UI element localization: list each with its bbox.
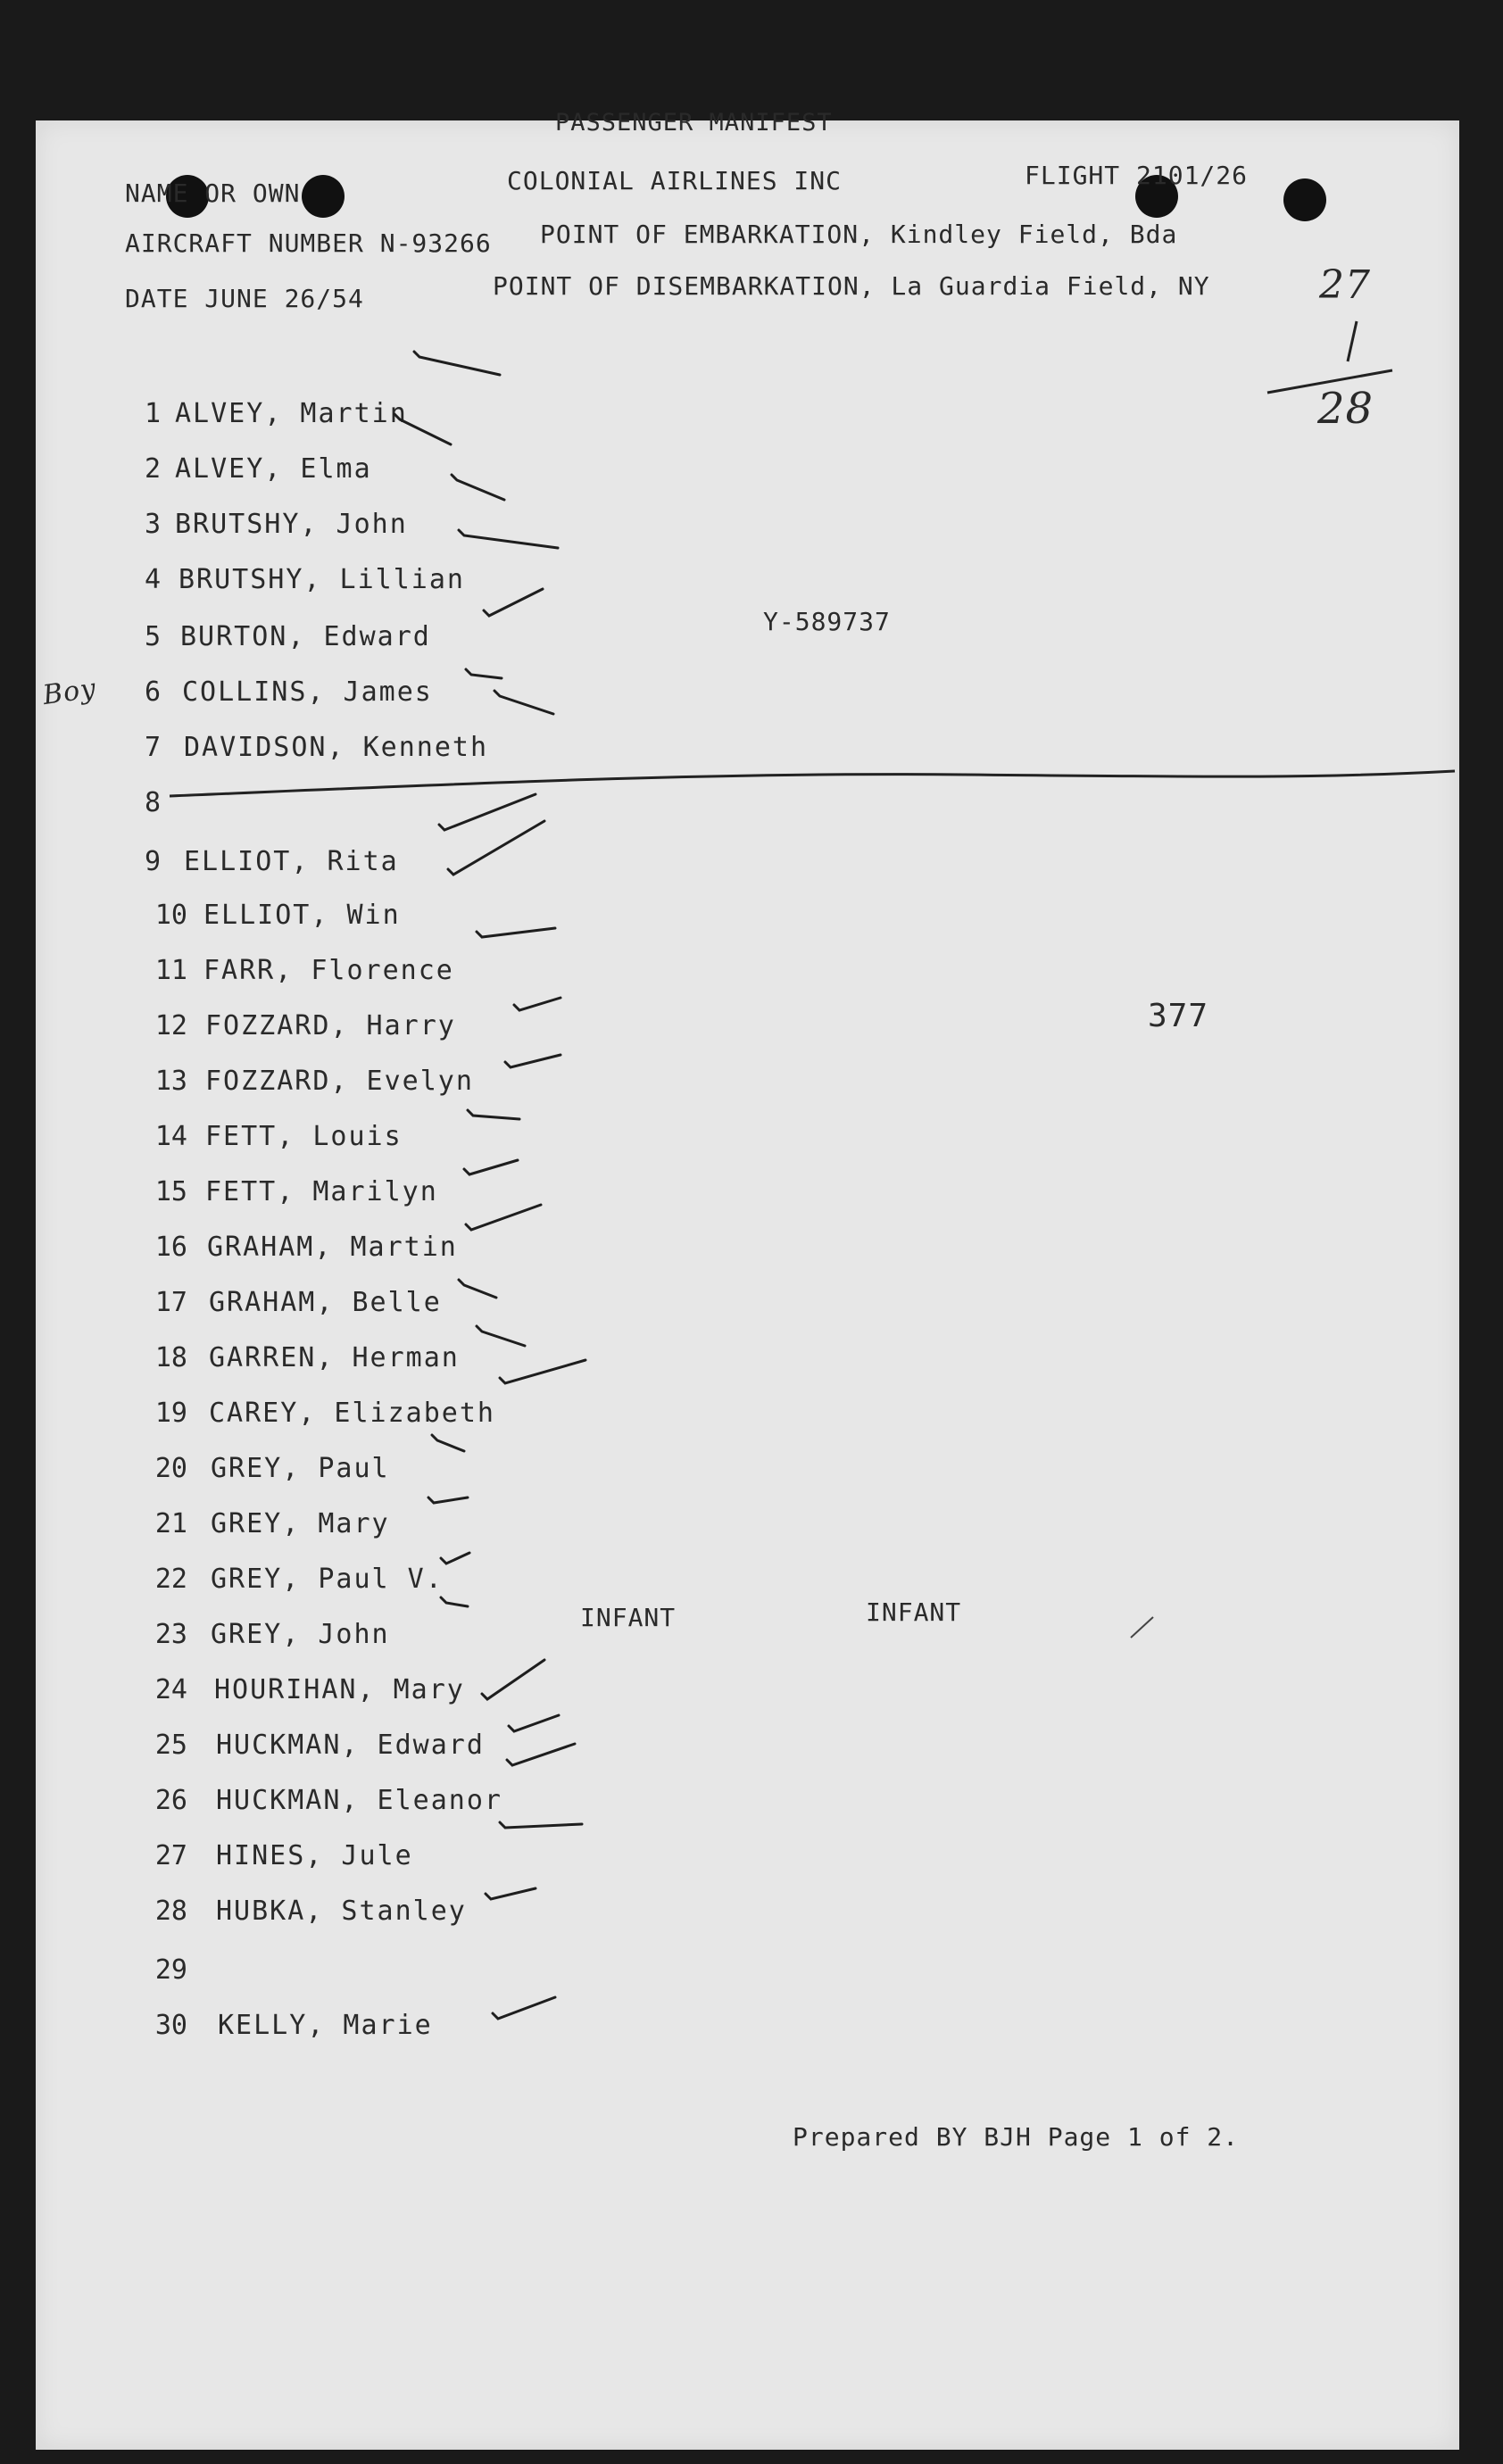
passenger-name: CAREY, Elizabeth — [209, 1398, 495, 1429]
passenger-row-number: 11 — [154, 955, 187, 986]
check-mark-icon — [491, 687, 562, 723]
check-mark-icon — [461, 1151, 527, 1183]
passenger-row-number: 10 — [154, 900, 187, 931]
passenger-name: HUBKA, Stanley — [216, 1896, 467, 1927]
passenger-name: GARREN, Herman — [209, 1342, 460, 1373]
passenger-name: ELLIOT, Rita — [184, 846, 399, 877]
passenger-name: HUCKMAN, Eleanor — [216, 1785, 502, 1816]
check-mark-icon — [455, 1276, 505, 1307]
stamp-number: 377 — [1148, 998, 1209, 1034]
passenger-row-number: 21 — [154, 1508, 187, 1539]
manifest-date: DATE JUNE 26/54 — [125, 284, 364, 313]
passenger-name: FETT, Louis — [205, 1121, 403, 1152]
owner-label: NAME OR OWN — [125, 178, 301, 208]
check-mark-icon — [437, 1594, 477, 1615]
passenger-row-number: 19 — [154, 1398, 187, 1429]
passenger-name: KELLY, Marie — [218, 2010, 433, 2041]
passenger-row-number: 23 — [154, 1619, 187, 1650]
check-mark-icon — [496, 1815, 591, 1837]
passenger-row-number: 14 — [154, 1121, 187, 1152]
passenger-row-number: 29 — [154, 1954, 187, 1986]
passenger-row-number: 4 — [144, 564, 161, 595]
passenger-row-number: 18 — [154, 1342, 187, 1373]
serial-number: Y-589737 — [763, 607, 891, 636]
passenger-row-number: 20 — [154, 1453, 187, 1484]
margin-tally-marks — [1258, 312, 1401, 411]
check-mark-icon — [411, 348, 509, 384]
passenger-row-number: 26 — [154, 1785, 187, 1816]
passenger-name: HINES, Jule — [216, 1840, 413, 1871]
check-mark-icon — [455, 527, 567, 557]
passenger-name: DAVIDSON, Kenneth — [184, 732, 489, 763]
passenger-name: GRAHAM, Belle — [209, 1287, 442, 1318]
point-of-disembarkation: POINT OF DISEMBARKATION, La Guardia Field, NY — [493, 271, 1210, 301]
passenger-name: BRUTSHY, John — [175, 509, 408, 540]
passenger-row-number: 30 — [154, 2010, 187, 2041]
check-mark-icon — [473, 919, 564, 946]
passenger-row-number: 5 — [144, 621, 161, 652]
passenger-name: BURTON, Edward — [180, 621, 431, 652]
check-mark-icon — [511, 989, 569, 1019]
infant-label-1: INFANT — [580, 1603, 677, 1632]
check-mark-icon — [502, 1046, 569, 1076]
passenger-name: COLLINS, James — [182, 676, 433, 708]
passenger-name: GREY, Paul V. — [211, 1564, 444, 1595]
check-mark-icon — [462, 666, 511, 687]
check-mark-icon — [425, 1489, 477, 1512]
check-mark-icon — [473, 1323, 534, 1355]
margin-note-count-1: 27 — [1319, 262, 1371, 308]
check-mark-icon — [478, 1651, 553, 1708]
passenger-row-number: 6 — [144, 676, 161, 708]
check-mark-icon — [437, 1544, 478, 1572]
check-mark-icon — [496, 1351, 594, 1392]
passenger-name: GREY, Paul — [211, 1453, 390, 1484]
check-mark-icon — [462, 1196, 550, 1239]
passenger-row-number: 25 — [154, 1730, 187, 1761]
passenger-row-number: 24 — [154, 1674, 187, 1705]
passenger-name: GREY, Mary — [211, 1508, 390, 1539]
passenger-row-number: 3 — [144, 509, 161, 540]
passenger-name: ALVEY, Elma — [175, 453, 372, 485]
check-mark-icon — [448, 471, 513, 509]
punch-hole — [1283, 178, 1326, 221]
margin-note-left: Boy — [40, 672, 99, 712]
passenger-row-number: 7 — [144, 732, 161, 763]
passenger-name: ELLIOT, Win — [203, 900, 401, 931]
passenger-row-number: 27 — [154, 1840, 187, 1871]
passenger-name: FARR, Florence — [203, 955, 454, 986]
passenger-row-number: 22 — [154, 1564, 187, 1595]
check-mark-icon — [391, 411, 460, 453]
passenger-name: FOZZARD, Harry — [205, 1010, 456, 1041]
passenger-row-number: 15 — [154, 1176, 187, 1207]
margin-note-count-2: 28 — [1317, 384, 1374, 434]
passenger-name: GREY, John — [211, 1619, 390, 1650]
check-mark-icon — [503, 1735, 584, 1774]
passenger-row-number: 12 — [154, 1010, 187, 1041]
pencil-mark — [1126, 1606, 1162, 1642]
check-mark-icon — [444, 812, 553, 884]
passenger-row-number: 1 — [144, 398, 161, 429]
infant-label-2: INFANT — [866, 1597, 962, 1627]
check-mark-icon — [464, 1107, 528, 1128]
prepared-by: Prepared BY BJH Page 1 of 2. — [793, 2122, 1240, 2152]
check-mark-icon — [480, 580, 552, 625]
passenger-name: HUCKMAN, Edward — [216, 1730, 485, 1761]
passenger-name: GRAHAM, Martin — [207, 1232, 458, 1263]
passenger-name: FOZZARD, Evelyn — [205, 1066, 474, 1097]
check-mark-icon — [489, 1988, 564, 2028]
aircraft-number: AIRCRAFT NUMBER N-93266 — [125, 228, 492, 258]
check-mark-icon — [482, 1879, 544, 1908]
airline-name: COLONIAL AIRLINES INC — [507, 166, 843, 195]
passenger-row-number: 9 — [144, 846, 161, 877]
passenger-name: HOURIHAN, Mary — [214, 1674, 465, 1705]
punch-hole — [302, 175, 345, 218]
passenger-row-number: 16 — [154, 1232, 187, 1263]
passenger-row-number: 17 — [154, 1287, 187, 1318]
manifest-title: PASSENGER MANIFEST — [555, 109, 833, 137]
flight-number: FLIGHT 2101/26 — [1025, 161, 1249, 190]
passenger-row-number: 28 — [154, 1896, 187, 1927]
passenger-name: FETT, Marilyn — [205, 1176, 438, 1207]
passenger-row-number: 13 — [154, 1066, 187, 1097]
passenger-name: BRUTSHY, Lillian — [179, 564, 465, 595]
passenger-name: ALVEY, Martin — [175, 398, 408, 429]
check-mark-icon — [428, 1431, 473, 1460]
point-of-embarkation: POINT OF EMBARKATION, Kindley Field, Bda — [540, 220, 1178, 249]
passenger-row-number: 2 — [144, 453, 161, 485]
passenger-row-number: 8 — [144, 787, 161, 818]
